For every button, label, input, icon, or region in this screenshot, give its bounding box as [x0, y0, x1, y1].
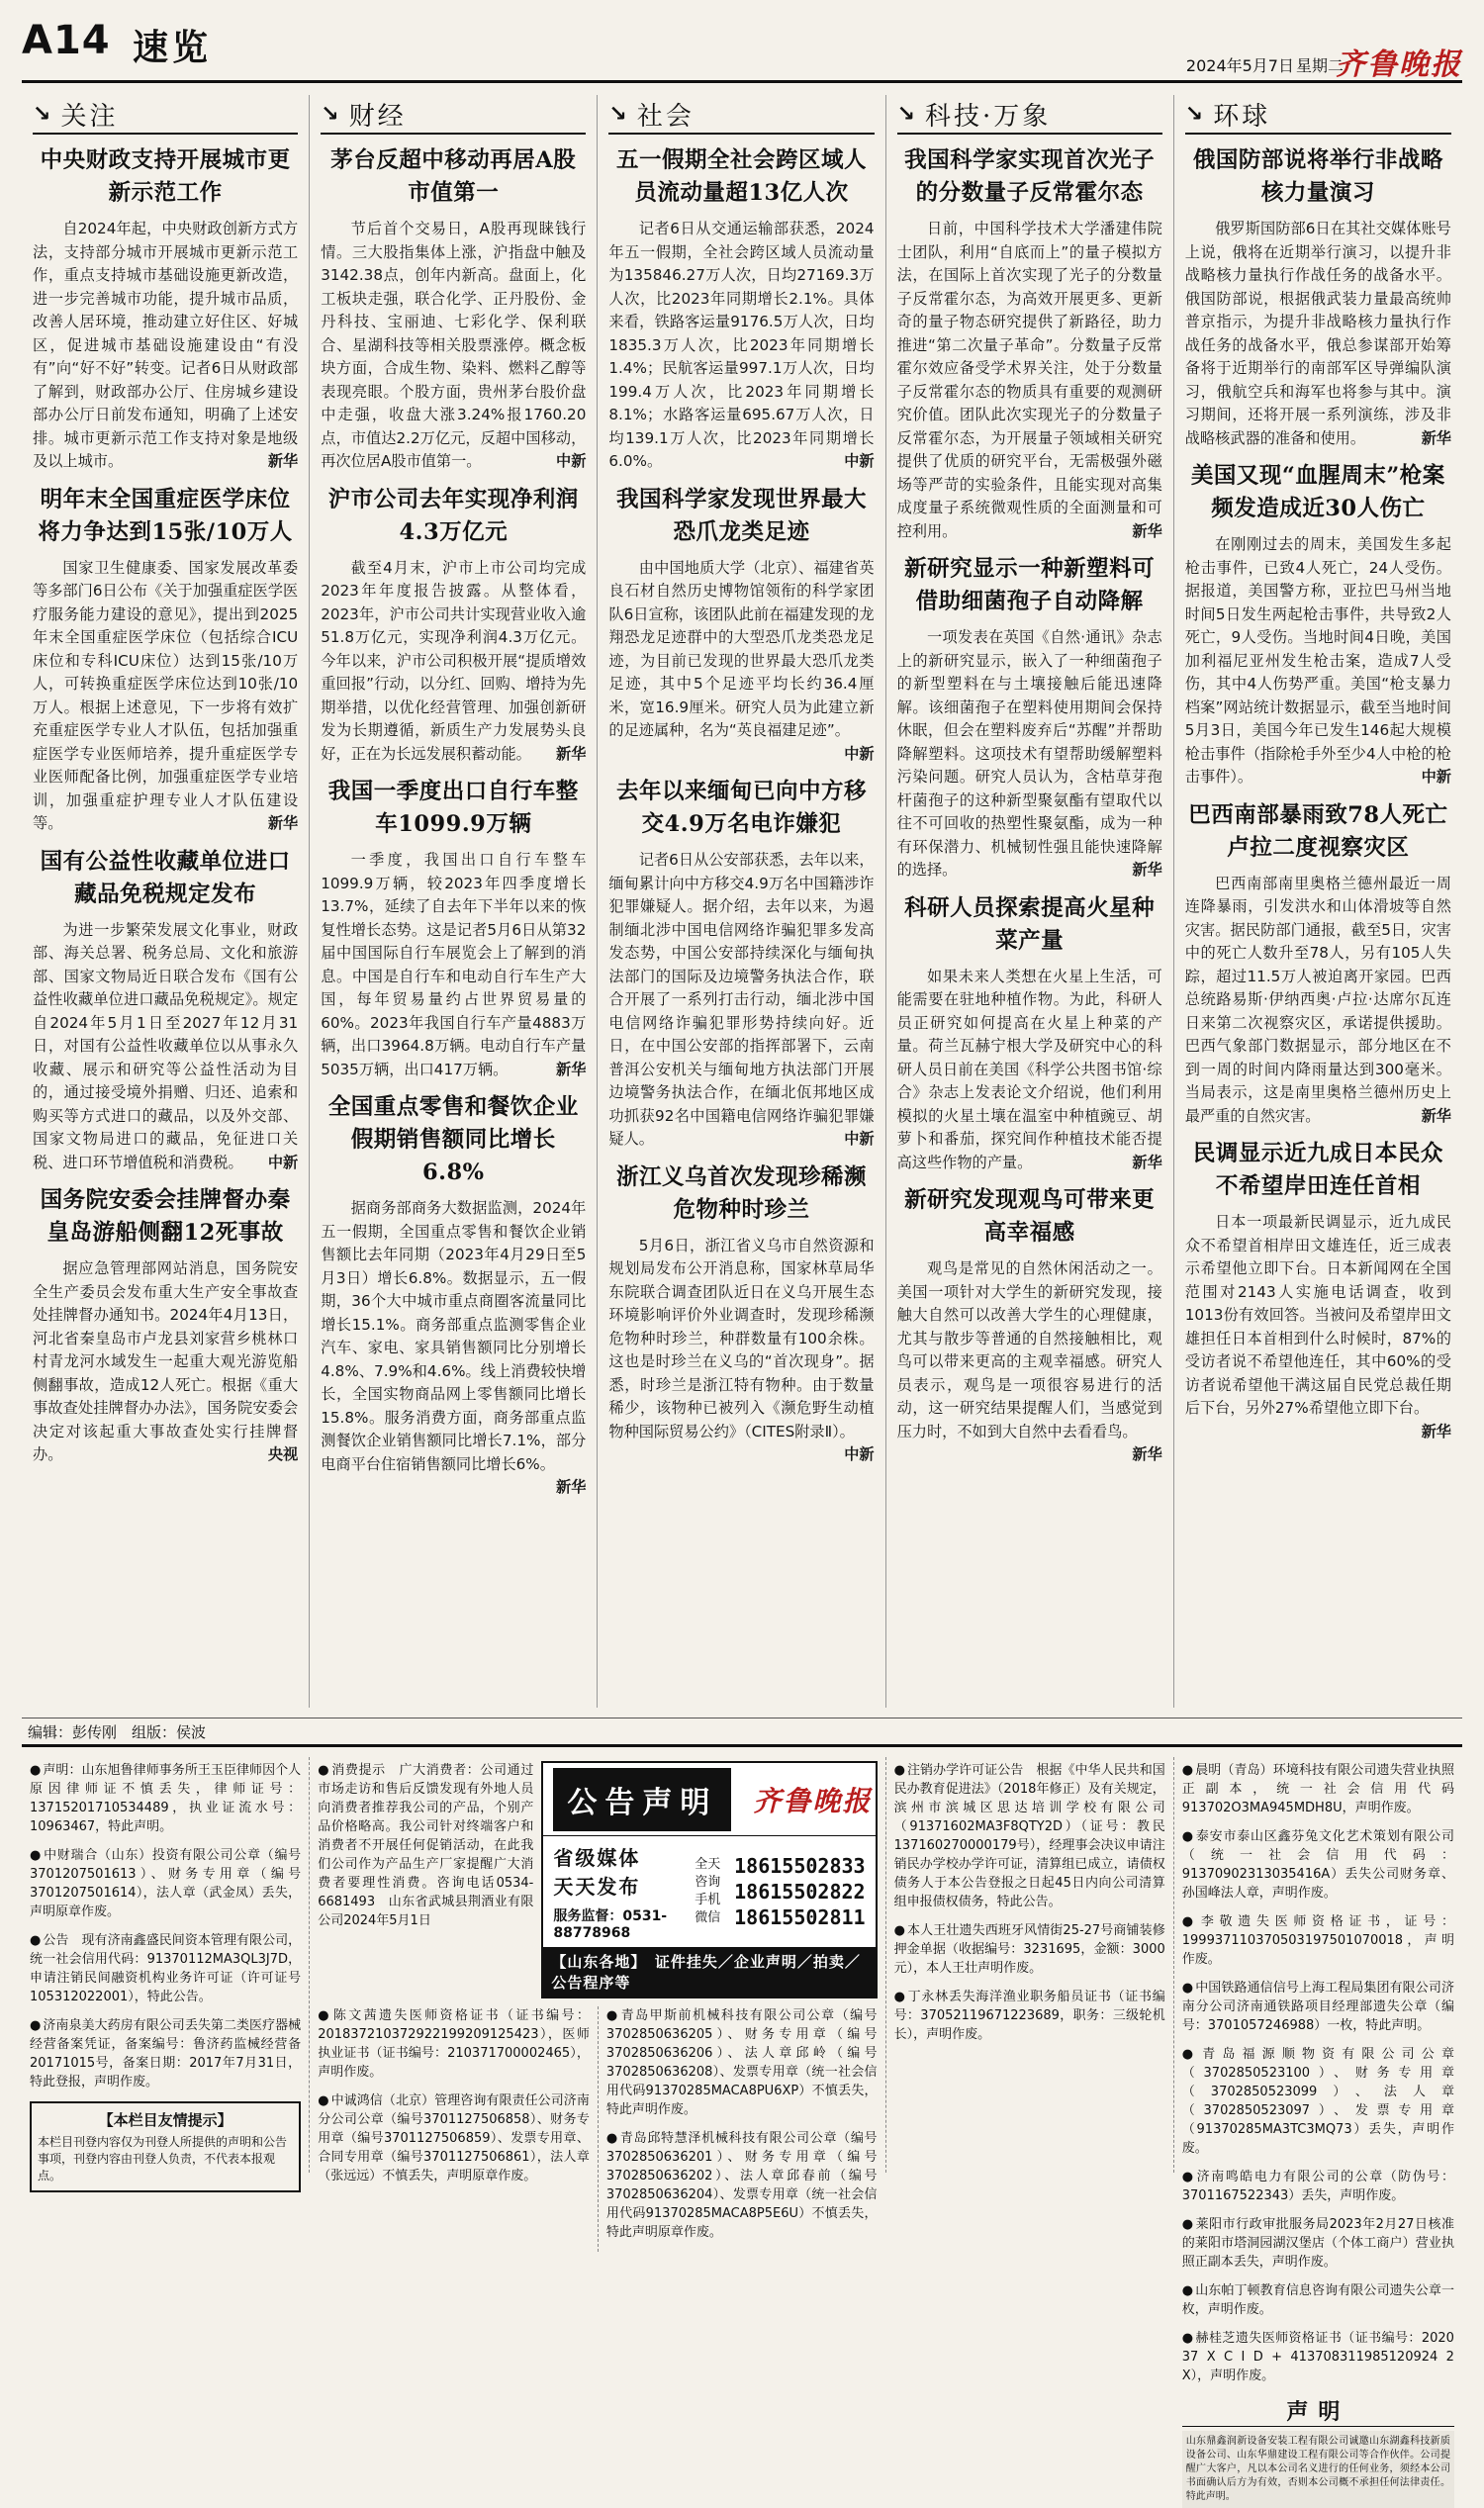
article-headline[interactable]: 全国重点零售和餐饮企业假期销售额同比增长6.8%	[327, 1094, 579, 1185]
article-body: 为进一步繁荣发展文化事业，财政部、海关总署、税务总局、文化和旅游部、国家文物局近日联合发布《国有公益性收藏单位进口藏品免税规定》。规定自2024年5月1日至2027年12月31日，对国有公益性收藏单位以从事永久收藏、展示和研究等公益性活动为目的，通过接受境外捐赠、归还、追索和购买等方式进口的藏品，以及外交部、国家文物局进口的藏品，免征进口关税、进口环节增值税和消费税。 中新	[33, 919, 298, 1175]
article	[33, 846, 298, 1175]
section-name: 关注	[60, 101, 119, 132]
notice-item: ● 济南泉美大药房有限公司丢失第二类医疗器械经营备案凭证，备案编号：鲁济药监械经营备20171015号，备案日期：2017年7月31日，特此登报，声明作废。	[30, 2016, 301, 2091]
article-body: 一季度，我国出口自行车整车1099.9万辆，较2023年四季度增长13.7%，延续了自去年下半年以来的恢复性增长态势。这是记者5月6日从第32届中国国际自行车展览会上了解到的消息。中国是自行车和电动自行车生产大国，每年贸易量约占世界贸易量的60%。2023年我国自行车产量4883万辆，出口3964.8万辆。电动自行车产量5035万辆，出口417万辆。 新华	[321, 849, 586, 1081]
notice-item: ● 济南鸣皓电力有限公司的公章（防伪号：3701167522343）丢失，声明作废。	[1182, 2168, 1454, 2205]
article-agency: 新华	[1132, 1445, 1162, 1463]
notice-column	[886, 1757, 1174, 2173]
article	[321, 484, 586, 767]
reminder-box	[30, 2101, 301, 2192]
article	[1185, 460, 1451, 790]
article	[897, 892, 1162, 1175]
notice-item: ● 中国铁路通信信号上海工程局集团有限公司济南分公司济南通铁路项目经理部遗失公章（编号：3701057246988）一枚，特此声明。	[1182, 1979, 1454, 2035]
page-number: A14	[22, 18, 111, 63]
news-columns	[22, 95, 1462, 1708]
column-world	[1174, 95, 1462, 1708]
article	[608, 776, 874, 1152]
article-agency: 新华	[1132, 861, 1162, 879]
section-arrow-icon: ↘	[608, 101, 627, 127]
article-agency: 中新	[1421, 768, 1451, 786]
article	[897, 553, 1162, 882]
article	[321, 1091, 586, 1500]
column-focus	[22, 95, 310, 1708]
notice-item: ● 中诚鸿信（北京）管理咨询有限责任公司济南分公司公章（编号3701127506858）、财务专用章（编号3701127506859）、发票专用章、合同专用章（编号3701127506861），法人章（张远远）不慎丢失，声明原章作废。	[318, 2091, 590, 2185]
article-body: 观鸟是常见的自然休闲活动之一。美国一项针对大学生的新研究发现，接触大自然可以改善大学生的心理健康，尤其与散步等普通的自然接触相比，观鸟可以带来更高的主观幸福感。研究人员表示，观鸟是一项很容易进行的活动，这一研究结果提醒人们，当感觉到压力时，不如到大自然中去看看鸟。 新华	[897, 1257, 1162, 1443]
article	[608, 1161, 874, 1467]
notice-item: ● 丁永林丢失海洋渔业职务船员证书（证书编号：37052119671223689，职务：三级轮机长），声明作废。	[894, 1988, 1165, 2044]
article-body: 记者6日从公安部获悉，去年以来，缅甸累计向中方移交4.9万名中国籍涉诈犯罪嫌疑人。据介绍，去年以来，为遏制缅北涉中国电信网络诈骗犯罪多发高发态势，中国公安部持续深化与缅甸执法部门的国际及边境警务执法合作，联合开展了一系列打击行动，缅北涉中国电信网络诈骗犯罪形势持续向好。近日，在中国公安部的指挥部署下，云南普洱公安机关与缅甸地方执法部门开展边境警务执法合作，在缅北佤邦地区成功抓获92名中国籍电信网络诈骗犯罪嫌疑人。 中新	[608, 849, 874, 1152]
article-agency: 新华	[556, 1060, 587, 1078]
notice-column	[1174, 1757, 1462, 2502]
article-headline[interactable]: 新研究发现观鸟可带来更高幸福感	[904, 1187, 1156, 1246]
notice-item: ● 晨明（青岛）环境科技有限公司遗失营业执照正副本，统一社会信用代码913702O3MA945MDH8U，声明作废。	[1182, 1761, 1454, 1817]
article-headline[interactable]: 我国科学家实现首次光子的分数量子反常霍尔态	[904, 147, 1156, 206]
article	[608, 144, 874, 474]
article-agency: 新华	[556, 744, 587, 763]
article-body: 5月6日，浙江省义乌市自然资源和规划局发布公开消息称，国家林草局华东院联合调查团队近日在义乌开展生态环境影响评价外业调查时，发现珍稀濒危物种时珍兰，种群数量有100余株。这也是时珍兰在义乌的“首次现身”。据悉，时珍兰是浙江特有物种。由于数量稀少，该物种已被列入《濒危野生动植物种国际贸易公约》（CITES附录Ⅱ）。 中新	[608, 1235, 874, 1444]
statement-title: 声明	[1182, 2395, 1454, 2427]
article-body: 日本一项最新民调显示，近九成民众不希望首相岸田文雄连任，近三成表示希望他立即下台。日本新闻网在全国范围对2143人实施电话调查，收到1013份有效回答。当被问及希望岸田文雄担任日本首相到什么时候时，87%的受访者说不希望他连任，其中60%的受访者说希望他干满这届自民党总裁任期后下台，另外27%希望他立即下台。 新华	[1185, 1211, 1451, 1421]
section-header	[1185, 95, 1451, 135]
ad-slogan-wrap	[553, 1842, 677, 1941]
article-agency: 中新	[844, 1130, 875, 1148]
article-body: 节后首个交易日，A股再现睐钱行情。三大股指集体上涨，沪指盘中触及3142.38点，创年内新高。盘面上，化工板块走强，联合化学、正丹股份、金丹科技、宝丽迪、七彩化学、保利联合、星湖科技等相关股票涨停。概念板块方面，合成生物、染料、燃料乙醇等表现亮眼。个股方面，贵州茅台股价盘中走强，收盘大涨3.24%报1760.20点，市值达2.2万亿元，反超中国移动，再次位居A股市值第一。 中新	[321, 218, 586, 474]
article	[1185, 799, 1451, 1129]
ad-row	[318, 1761, 877, 2006]
article-headline[interactable]: 俄国防部说将举行非战略核力量演习	[1192, 147, 1443, 206]
article-headline[interactable]: 国有公益性收藏单位进口藏品免税规定发布	[40, 848, 291, 907]
ad-phones	[734, 1853, 865, 1930]
notice-column	[310, 1757, 885, 2240]
article	[33, 1184, 298, 1467]
article	[897, 1184, 1162, 1467]
notice-item: ● 青岛甲斯前机械科技有限公司公章（编号3702850636205）、财务专用章（编号3702850636206）、法人章邱岭（编号3702850636208）、发票专用章（统一社会信用代码91370285MACA8PU6XP）不慎丢失，特此声明作废。	[606, 2006, 878, 2119]
article-body: 记者6日从交通运输部获悉，2024年五一假期，全社会跨区域人员流动量为135846.27万人次，日均27169.3万人次，比2023年同期增长2.1%。具体来看，铁路客运量9176.5万人次，日均1835.3万人次，比2023年同期增长1.4%；民航客运量997.1万人次，日均199.4万人次，比2023年同期增长8.1%；水路客运量695.67万人次，日均139.1万人次，比2023年同期增长6.0%。 中新	[608, 218, 874, 474]
article-agency: 新华	[556, 1478, 587, 1496]
statement-body: 山东鼎鑫润新设备安装工程有限公司诚邀山东湖鑫科技新质设备公司、山东华鼎建设工程有限公司等合作伙伴。公司提醒广大客户，凡以本公司名义进行的任何业务，须经本公司书面确认后方为有效，否则本公司概不承担任何法律责任。特此声明。	[1182, 2431, 1454, 2508]
ad-supervise-phone: 服务监督：0531-88778968	[553, 1908, 668, 1941]
article-agency: 中新	[844, 744, 875, 763]
article-body: 自2024年起，中央财政创新方式方法，支持部分城市开展城市更新示范工作，重点支持城市基础设施更新改造，进一步完善城市功能，提升城市品质，改善人居环境，推动建立好住区、好城区，促进城市基础设施建设由“有没有”向“好不好”转变。记者6日从财政部了解到，财政部办公厅、住房城乡建设部办公厅日前发布通知，明确了上述安排。城市更新示范工作支持对象是地级及以上城市。 新华	[33, 218, 298, 474]
article-headline[interactable]: 浙江义乌首次发现珍稀濒危物种时珍兰	[615, 1163, 867, 1223]
article-agency: 中新	[844, 1445, 875, 1463]
article-headline[interactable]: 美国又现“血腥周末”枪案频发造成近30人伤亡	[1190, 463, 1445, 521]
article-body: 一项发表在英国《自然·通讯》杂志上的新研究显示，嵌入了一种细菌孢子的新型塑料在与土壤接触后能迅速降解。该细菌孢子在塑料使用期间会保持休眠，但会在塑料废弃后“苏醒”并帮助降解塑料。这项技术有望帮助缓解塑料污染问题。研究人员认为，含枯草芽孢杆菌孢子的这种新型聚氨酯有望取代以往不可回收的热塑性聚氨酯，成为一种有环保潜力、机械韧性强且能快速降解的选择。 新华	[897, 626, 1162, 882]
masthead	[22, 14, 1462, 83]
section-arrow-icon: ↘	[33, 101, 51, 127]
ad-top	[543, 1763, 875, 1836]
article-headline[interactable]: 国务院安委会挂牌督办秦皇岛游船侧翻12死事故	[40, 1187, 291, 1246]
ad-phone[interactable]: 18615502822	[734, 1880, 866, 1904]
section-arrow-icon: ↘	[1184, 101, 1204, 127]
section-name: 社会	[636, 101, 695, 132]
ad-footer: 【山东各地】 证件挂失／企业声明／拍卖／公告程序等	[543, 1947, 875, 1997]
column-society	[598, 95, 885, 1708]
section-header	[897, 95, 1162, 135]
article-agency: 新华	[1421, 1106, 1451, 1125]
notice-item: ● 消费提示 广大消费者：公司通过市场走访和售后反馈发现有外地人员向消费者推荐我公司的产品，个别产品价格略高。我公司针对终端客户和消费者不开展任何促销活动，在此我们公司作为产品生产厂家提醒广大消费者要理性消费。咨询电话0534-6681493 山东省武城县荆酒业有限公司2024年5月1日	[318, 1761, 533, 1930]
article-agency: 新华	[267, 452, 299, 470]
page-date: 2024年5月7日	[1185, 56, 1294, 75]
article	[1185, 144, 1451, 450]
notice-item: ● 注销办学许可证公告 根据《中华人民共和国民办教育促进法》（2018年修正）及有关规定，滨州市滨城区思达培训学校有限公司（91371602MA3F8QTY2D）（证号：教民137160270000179号），经理事会决议申请注销民办学校办学许可证，清算组已成立，请债权债务人于本公告登报之日起45日内向公司清算组申报债权债务，特此公告。	[894, 1761, 1165, 1911]
page-title: 速览	[133, 27, 213, 68]
notice-item: ● 青岛福源顺物资有限公司公章（3702850523100）、财务专用章（3702850523099）、法人章（3702850523097）、发票专用章（91370285MA3TC3MQ73）丢失，声明作废。	[1182, 2045, 1454, 2158]
notice-item: ● 山东帕丁顿教育信息咨询有限公司遗失公章一枚，声明作废。	[1182, 2281, 1454, 2319]
notice-item: ● 泰安市泰山区鑫芬兔文化艺术策划有限公司（统一社会信用代码：91370902313035416A）丢失公司财务章、孙国峰法人章，声明作废。	[1182, 1827, 1454, 1903]
article-headline[interactable]: 科研人员探索提高火星种菜产量	[904, 894, 1156, 954]
notice-item: ● 中财瑞合（山东）投资有限公司公章（编号3701207501613）、财务专用章（编号3701207501614），法人章（武金凤）丢失，声明原章作废。	[30, 1846, 301, 1921]
article-agency: 央视	[267, 1445, 299, 1463]
notice-item: ● 莱阳市行政审批服务局2023年2月27日核准的莱阳市塔洞园湖汉堡店（个体工商户）营业执照正副本丢失，声明作废。	[1182, 2215, 1454, 2272]
article-agency: 中新	[556, 452, 587, 470]
article	[321, 776, 586, 1081]
article	[33, 484, 298, 836]
article-headline[interactable]: 巴西南部暴雨致78人死亡卢拉二度视察灾区	[1188, 801, 1448, 861]
article	[897, 144, 1162, 543]
section-header	[33, 95, 298, 135]
article-body: 由中国地质大学（北京）、福建省英良石材自然历史博物馆领衔的科学家团队6日宣称，该团队此前在福建发现的龙翔恐龙足迹群中的大型恐爪龙类恐龙足迹，为目前已发现的世界最大恐爪龙类足迹，其中5个足迹平均长约36.4厘米，宽16.9厘米。研究人员为此建立新的足迹属种，名为“英良福建足迹”。 中新	[608, 557, 874, 743]
article-agency: 新华	[1132, 1153, 1162, 1171]
notice-item: ● 声明：山东旭鲁律师事务所王玉臣律师因个人原因律师证不慎丢失，律师证号：13715201710534489，执业证流水号：10963467，特此声明。	[30, 1761, 301, 1836]
article-headline[interactable]: 中央财政支持开展城市更新示范工作	[40, 147, 291, 206]
section-name: 科技·万象	[925, 101, 1052, 132]
section-arrow-icon: ↘	[896, 101, 915, 127]
ad-banner: 公告声明	[553, 1768, 731, 1831]
article	[321, 144, 586, 474]
article-headline[interactable]: 新研究显示一种新塑料可借助细菌孢子自动降解	[904, 556, 1156, 614]
article-agency: 中新	[267, 1153, 299, 1171]
article-body: 如果未来人类想在火星上生活，可能需要在驻地种植作物。为此，科研人员正研究如何提高在火星上种菜的产量。荷兰瓦赫宁根大学及研究中心的科研人员日前在美国《科学公共图书馆·综合》杂志上发表论文介绍说，他们利用模拟的火星土壤在温室中种植豌豆、胡萝卜和番茄，探究间作种植技术能否提高这些作物的产量。 新华	[897, 966, 1162, 1175]
notice-subcolumn	[598, 2006, 878, 2252]
article-body: 在刚刚过去的周末，美国发生多起枪击事件，已致4人死亡，24人受伤。据报道，美国警方称，亚拉巴马州当地时间5日发生两起枪击事件，共导致2人死亡，9人受伤。当地时间4日晚，美国加利福尼亚州发生枪击案，造成7人受伤，其中4人伤势严重。美国“枪支暴力档案”网站统计数据显示，截至当地时间5月3日，美国今年已发生146起大规模枪击事件（指除枪手外至少4人中枪的枪击事件）。 中新	[1185, 533, 1451, 790]
article-agency: 中新	[844, 452, 875, 470]
article-headline[interactable]: 我国一季度出口自行车整车1099.9万辆	[327, 779, 579, 837]
article-headline[interactable]: 去年以来缅甸已向中方移交4.9万名电诈嫌犯	[615, 779, 867, 837]
article-headline[interactable]: 茅台反超中移动再居A股市值第一	[330, 147, 577, 206]
article-headline[interactable]: 明年末全国重症医学床位将力争达到15张/10万人	[38, 486, 293, 545]
article	[1185, 1138, 1451, 1443]
section-name: 环球	[1213, 101, 1271, 132]
article-agency: 新华	[1421, 428, 1451, 447]
editor-credits: 编辑：彭传刚 组版：侯波	[22, 1718, 1462, 1747]
column-finance	[310, 95, 598, 1708]
article-agency: 新华	[1421, 1422, 1451, 1440]
article-body: 俄罗斯国防部6日在其社交媒体账号上说，俄将在近期举行演习，以提升非战略核力量执行作战任务的战备水平。俄国防部说，根据俄武装力量最高统帅普京指示，为提升非战略核力量执行作战任务的战备水平，俄总参谋部开始筹备将于近期举行的南部军区导弹编队演习，俄航空兵和海军也将参与其中。演习期间，还将开展一系列演练，涉及非战略核武器的准备和使用。 新华	[1185, 218, 1451, 450]
article-headline[interactable]: 五一假期全社会跨区域人员流动量超13亿人次	[615, 147, 867, 206]
section-arrow-icon: ↘	[321, 101, 339, 127]
notice-item: ● 李敬遗失医师资格证书，证号：199937110370503197501070018，声明作废。	[1182, 1912, 1454, 1969]
article-agency: 新华	[267, 814, 299, 832]
article-body: 巴西南部南里奥格兰德州最近一周连降暴雨，引发洪水和山体滑坡等自然灾害。据民防部门通报，截至5日，灾害中的死亡人数升至78人，另有105人失踪，超过11.5万人被迫离开家园。巴西总统路易斯·伊纳西奥·卢拉·达席尔瓦连日来第二次视察灾区，承诺提供援助。巴西气象部门数据显示，部分地区在不到一周的时间内降雨量达到300毫米。当局表示，这是南里奥格兰德州历史上最严重的自然灾害。 新华	[1185, 873, 1451, 1129]
notices-section	[22, 1757, 1462, 2502]
article-body: 截至4月末，沪市上市公司均完成2023年年度报告披露。从整体看，2023年，沪市公司共计实现营业收入逾51.8万亿元，实现净利润4.3万亿元。今年以来，沪市公司积极开展“提质增效重回报”行动，以分红、回购、增持为先期举措，以优化经营管理、加强创新研发为长期遵循，新质生产力发展势头良好，正在为长远发展积蓄动能。 新华	[321, 557, 586, 767]
ad-hotline-label: 全天咨询手机微信	[695, 1857, 721, 1925]
article-agency: 新华	[1132, 521, 1162, 540]
section-name: 财经	[348, 101, 407, 132]
ad-brand-logo: 齐鲁晚报	[753, 1784, 873, 1817]
article-headline[interactable]: 民调显示近九成日本民众不希望岸田连任首相	[1192, 1141, 1443, 1199]
article-body: 据商务部商务大数据监测，2024年五一假期，全国重点零售和餐饮企业销售额比去年同期（2023年4月29日至5月3日）增长6.8%。数据显示，五一假期，36个大中城市重点商圈客流量同比增长15.1%。商务部重点监测零售企业汽车、家电、家具销售额同比分别增长4.8%、7.9%和4.6%。线上消费较快增长，全国实物商品网上零售额同比增长15.8%。服务消费方面，商务部重点监测餐饮企业销售额同比增长7.1%，部分电商平台住宿销售额同比增长6%。 新华	[321, 1197, 586, 1476]
notice-item: ● 青岛邱特慧泽机械科技有限公司公章（编号3702850636201）、财务专用章（编号3702850636202）、法人章邱春前（编号3702850636204）、发票专用章（统一社会信用代码91370285MACA8P5E6U）不慎丢失，特此声明原章作废。	[606, 2129, 878, 2242]
ad-phone[interactable]: 18615502833	[734, 1854, 866, 1878]
newspaper-logo: 齐鲁晚报	[1336, 47, 1462, 82]
ad-middle	[543, 1836, 875, 1947]
article	[33, 144, 298, 474]
section-header	[321, 95, 586, 135]
column-tech	[886, 95, 1174, 1708]
notice-ad-block	[541, 1761, 877, 1998]
notice-item: ● 赫桂芝遗失医师资格证书（证书编号：2020 37 X C I D + 413708311985120924 2 X），声明作废。	[1182, 2329, 1454, 2385]
article	[608, 484, 874, 767]
notice-column	[22, 1757, 310, 2183]
article-body: 日前，中国科学技术大学潘建伟院士团队，利用“自底而上”的量子模拟方法，在国际上首次实现了光子的分数量子反常霍尔态，为高效开展更多、更新奇的量子物态研究提供了新路径，助力推进“第二次量子革命”。分数量子反常霍尔效应备受学术界关注，处于分数量子反常霍尔态的物质具有重要的观测研究价值。团队此次实现光子的分数量子反常霍尔态，为开展量子领域相关研究提供了优质的研究平台，无需极强外磁场等严苛的实验条件，且能实现对高集成度量子系统微观性质的全面测量和可控利用。 新华	[897, 218, 1162, 543]
article-body: 据应急管理部网站消息，国务院安全生产委员会发布重大生产安全事故查处挂牌督办通知书。2024年4月13日，河北省秦皇岛市卢龙县刘家营乡桃林口村青龙河水域发生一起重大观光游览船侧翻事故，造成12人死亡。根据《重大事故查处挂牌督办办法》，国务院安委会决定对该起重大事故查处实行挂牌督办。 央视	[33, 1257, 298, 1467]
page-weekday: 星期二	[1295, 56, 1344, 75]
article-body: 国家卫生健康委、国家发展改革委等多部门6日公布《关于加强重症医学医疗服务能力建设的意见》，提出到2025年末全国重症医学床位（包括综合ICU床位和专科ICU床位）达到15张/10万人，可转换重症医学床位达到10张/10万人。根据上述意见，下一步将有效扩充重症医学专业人才队伍，包括加强重症医学专业医师培养，提升重症医学专业医师配备比例，加强重症医学专业培训，加强重症护理专业人才队伍建设等。 新华	[33, 557, 298, 836]
notice-item: ● 本人王壮遗失西班牙风情街25-27号商铺装修押金单据（收据编号：3231695，金额：3000元），本人王壮声明作废。	[894, 1921, 1165, 1978]
article-headline[interactable]: 沪市公司去年实现净利润4.3万亿元	[327, 486, 579, 545]
reminder-title: 【本栏目友情提示】	[98, 2111, 232, 2129]
ad-left-notices	[318, 1761, 541, 2006]
notice-subcolumn	[318, 2006, 598, 2252]
notice-item: ● 陈文茜遗失医师资格证书（证书编号：201837210372922199209125423），医师执业证书（证书编号：210371700002465），声明作废。	[318, 2006, 590, 2082]
reminder-body: 本栏目刊登内容仅为刊登人所提供的声明和公告事项，刊登内容由刊登人负责，不代表本报观点。	[38, 2135, 288, 2183]
notice-item: ● 公告 现有济南鑫盛民间资本管理有限公司，统一社会信用代码：91370112MA3QL3J7D，申请注销民间融资机构业务许可证（许可证号105312022001），特此公告。	[30, 1931, 301, 2006]
section-header	[608, 95, 874, 135]
ad-phone[interactable]: 18615502811	[734, 1905, 866, 1929]
ad-slogan: 省级媒体 天天发布	[553, 1846, 663, 1899]
article-headline[interactable]: 我国科学家发现世界最大恐爪龙类足迹	[615, 486, 867, 545]
